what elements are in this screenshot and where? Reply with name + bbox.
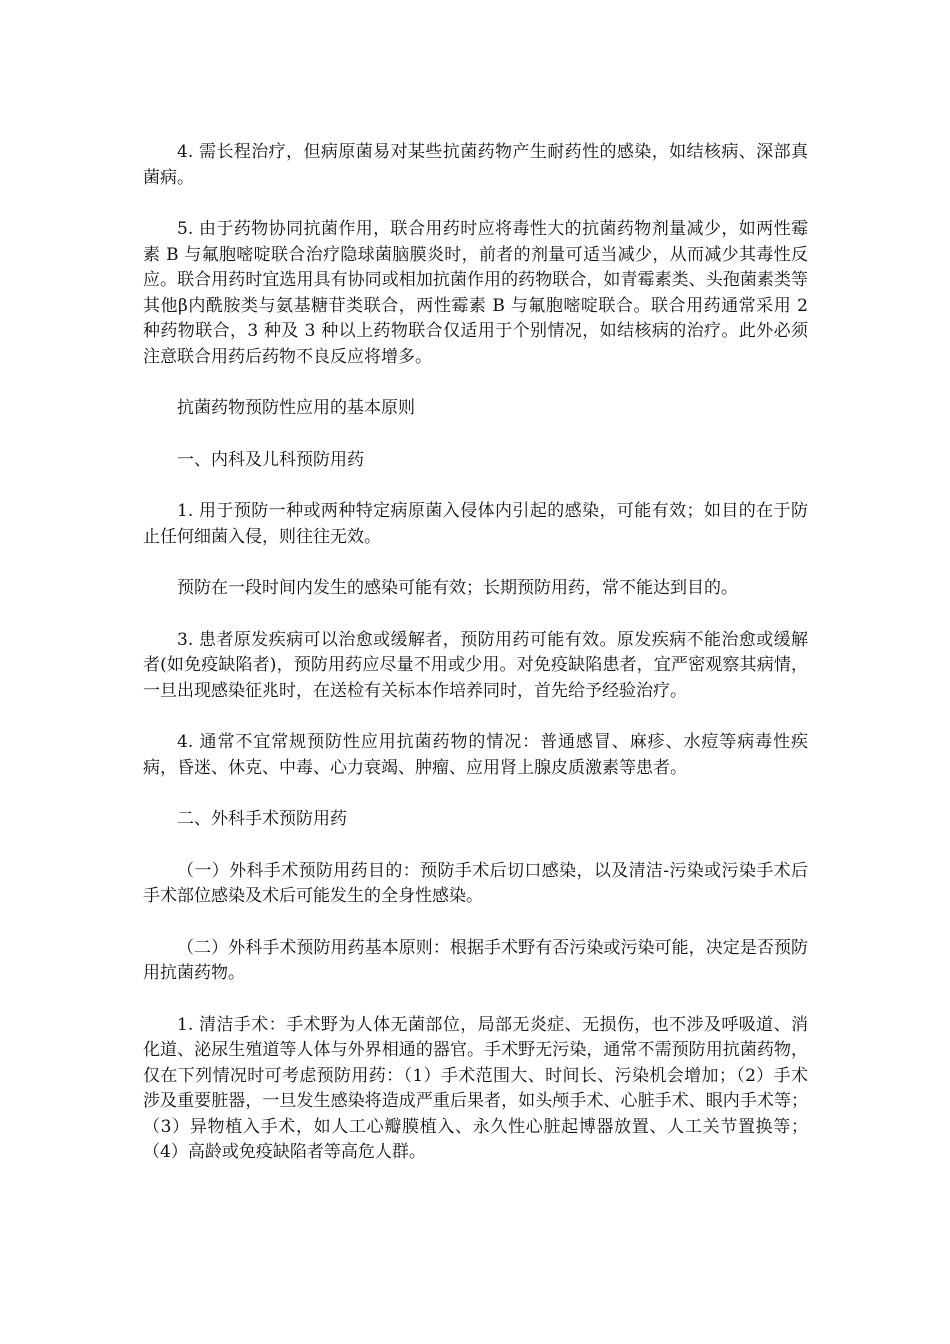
paragraph-clean-surgery: 1. 清洁手术：手术野为人体无菌部位，局部无炎症、无损伤，也不涉及呼吸道、消化道、泌尿生殖道等人体与外界相通的器官。手术野无污染，通常不需预防用抗菌药物，仅在下列情况时可考虑预防用药：（1）手术范围大、时间长、污染机会增加；（2）手术涉及重要脏器，一旦发生感染将造成严重后果者，如头颅手术、心脏手术、眼内手术等；（3）异物植入手术，如人工心瓣膜植入、永久性心脏起博器放置、人工关节置换等；（4）高龄或免疫缺陷者等高危人群。 [143, 1014, 808, 1162]
paragraph-combination-toxicity: 5. 由于药物协同抗菌作用，联合用药时应将毒性大的抗菌药物剂量减少，如两性霉素 B 与氟胞嘧啶联合治疗隐球菌脑膜炎时，前者的剂量可适当减少，从而减少其毒性反应。联合用药时宜选用具有协同或相加抗菌作用的药物联合，如青霉素类、头孢菌素类等其他β内酰胺类与氨基糖苷类联合，两性霉素 B 与氟胞嘧啶联合。联合用药通常采用 2 种药物联合，3 种及 3 种以上药物联合仅适用于个别情况，如结核病的治疗。此外必须注意联合用药后药物不良反应将增多。 [143, 219, 808, 367]
section-heading-prophylaxis-principles: 抗菌药物预防性应用的基本原则 [177, 398, 415, 418]
section-heading-internal-pediatric: 一、内科及儿科预防用药 [177, 449, 364, 470]
paragraph-surgical-purpose: （一）外科手术预防用药目的：预防手术后切口感染，以及清洁-污染或污染手术后手术部位感染及术后可能发生的全身性感染。 [143, 860, 808, 906]
paragraph-not-recommended: 4. 通常不宜常规预防性应用抗菌药物的情况：普通感冒、麻疹、水痘等病毒性疾病，昏迷、休克、中毒、心力衰竭、肿瘤、应用肾上腺皮质激素等患者。 [143, 732, 808, 778]
section-heading-surgical: 二、外科手术预防用药 [177, 809, 347, 829]
paragraph-specific-pathogen: 1. 用于预防一种或两种特定病原菌入侵体内引起的感染，可能有效；如目的在于防止任何细菌入侵，则往往无效。 [143, 501, 808, 547]
document-body [143, 140, 808, 1192]
paragraph-surgical-principle: （二）外科手术预防用药基本原则：根据手术野有否污染或污染可能，决定是否预防用抗菌药物。 [143, 937, 808, 983]
paragraph-primary-disease: 3. 患者原发疾病可以治愈或缓解者，预防用药可能有效。原发疾病不能治愈或缓解者(如免疫缺陷者)，预防用药应尽量不用或少用。对免疫缺陷患者，宜严密观察其病情，一旦出现感染征兆时，在送检有关标本作培养同时，首先给予经验治疗。 [143, 629, 808, 701]
paragraph-time-limited-prevention: 预防在一段时间内发生的感染可能有效；长期预防用药，常不能达到目的。 [177, 578, 738, 598]
paragraph-long-course-treatment: 4. 需长程治疗，但病原菌易对某些抗菌药物产生耐药性的感染，如结核病、深部真菌病。 [143, 142, 808, 188]
